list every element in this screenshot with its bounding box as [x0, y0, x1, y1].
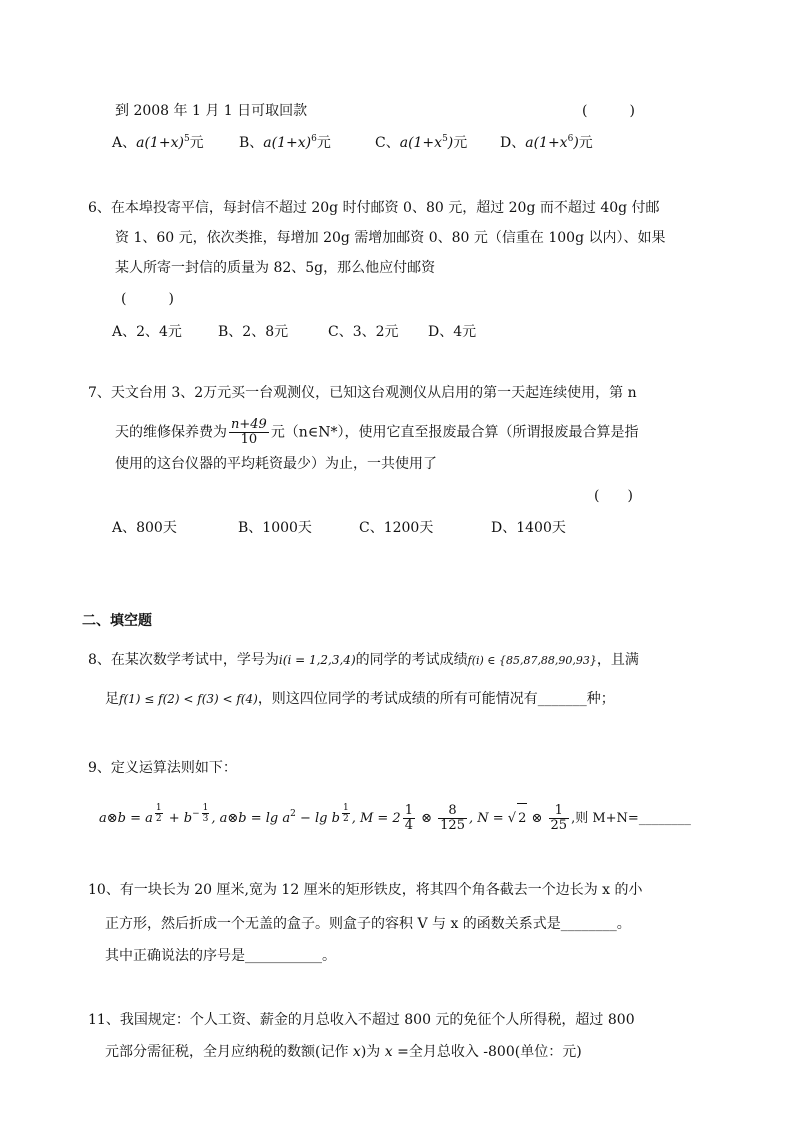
q8-line2: 足f(1) ≤ f(2) < f(3) < f(4)，则这四位同学的考试成绩的所有可能情况有_______种； [105, 691, 615, 707]
q7-option-a[interactable]: A、800天 [112, 520, 177, 536]
q10-line3: 其中正确说法的序号是___________。 [105, 948, 336, 964]
section-heading: 二、填空题 [82, 613, 152, 629]
q6-option-d[interactable]: D、4元 [428, 324, 477, 340]
q5-option-b[interactable]: B、$a(1+x)^6$元 [239, 134, 331, 151]
q11-line2: 元部分需征税，全月应纳税的数额(记作 x)为 x =全月总收入 -800(单位：元) [105, 1044, 582, 1060]
q6-line1: 6、在本埠投寄平信，每封信不超过 20g 时付邮资 0、80 元，超过 20g 而不超过 40g 付邮 [88, 200, 660, 216]
q5-option-a[interactable]: A、$a(1+x)^5$元 [112, 134, 204, 151]
q8-line1: 8、在某次数学考试中，学号为i(i = 1,2,3,4)的同学的考试成绩f(i) ∈ {85,87,88,90,93}，且满 [88, 652, 639, 668]
q7-line3: 使用的这台仪器的平均耗资最少）为止，一共使用了 [115, 456, 437, 472]
q6-option-c[interactable]: C、3、2元 [328, 324, 399, 340]
q7-line2: 天的维修保养费为 $\frac{n+49}{10}$ 元（n∈N*），使用它直至报废最合算（所谓报废最合算是指 [115, 417, 639, 447]
q6-option-a[interactable]: A、2、4元 [112, 324, 182, 340]
q7-answer-paren: ( ) [594, 488, 633, 504]
q5-option-c[interactable]: C、$a(1+x^5)$元 [375, 134, 468, 151]
q10-line1: 10、有一块长为 20 厘米,宽为 12 厘米的矩形铁皮，将其四个角各截去一个边长为 x 的小 [88, 882, 643, 898]
q7-fraction: $\frac{n+49}{10}$ [231, 417, 267, 447]
q6-answer-paren: ( ) [121, 291, 174, 307]
q11-line1: 11、我国规定：个人工资、薪金的月总收入不超过 800 元的免征个人所得税，超过 800 [88, 1012, 635, 1028]
q7-option-b[interactable]: B、1000天 [238, 520, 312, 536]
q7-line1: 7、天文台用 3、2万元买一台观测仪，已知这台观测仪从启用的第一天起连续使用，第 n [88, 385, 637, 401]
q10-line2: 正方形，然后折成一个无盖的盒子。则盒子的容积 V 与 x 的函数关系式是________。 [105, 916, 631, 932]
q5-answer-paren: ( ) [582, 103, 635, 119]
q7-option-d[interactable]: D、1400天 [491, 520, 566, 536]
q5-option-d[interactable]: D、$a(1+x^6)$元 [500, 134, 593, 151]
q6-option-b[interactable]: B、2、8元 [218, 324, 289, 340]
q6-line2: 资 1、60 元，依次类推，每增加 20g 需增加邮资 0、80 元（信重在 100g 以内）、如果 [115, 230, 666, 246]
q5-stem-tail: 到 2008 年 1 月 1 日可取回款 [115, 103, 308, 119]
q7-option-c[interactable]: C、1200天 [359, 520, 434, 536]
q9-formula: a⊗b = a $^{\frac{1}{2}}$ + $b^{- \frac{1}{3}}$ , a⊗b = $\lg a^2 - \lg b$ $^{\frac{1}{2}}$ , M = 2 $\frac{1}{4}$ ⊗ $\frac{8}{125}$ , N = √ 2 ⊗ $\frac{1}{25}$ ,则 M+N=________ [99, 803, 691, 833]
q6-line3: 某人所寄一封信的质量为 82、5g，那么他应付邮资 [115, 260, 436, 276]
q9-line1: 9、定义运算法则如下： [88, 760, 237, 776]
